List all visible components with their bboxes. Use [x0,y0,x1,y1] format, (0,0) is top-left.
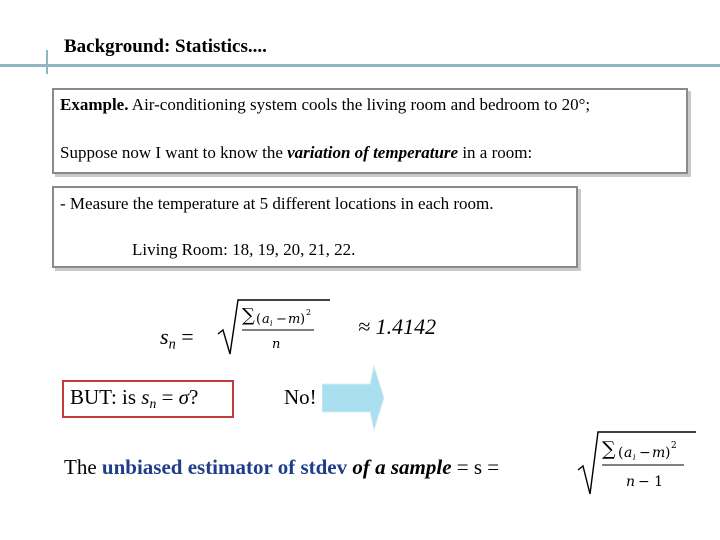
population-stdev-formula [214,296,332,358]
example-label: Example. [60,95,129,114]
svg-text:a: a [262,312,270,327]
svg-text:−: − [639,445,651,461]
svg-text:i: i [633,453,636,462]
variation-emphasis: variation of temperature [287,143,459,162]
example-line-2-post: in a room: [458,143,533,162]
svg-text:n: n [272,337,281,352]
title-rule [0,64,720,67]
measurement-line: - Measure the temperature at 5 different locations in each room. [60,194,494,213]
right-arrow-icon [322,362,384,434]
living-room-data: Living Room: 18, 19, 20, 21, 22. [132,240,356,259]
svg-text:n: n [626,474,636,490]
sample-stdev-formula [574,428,698,498]
svg-text:a: a [624,445,633,461]
svg-text:m: m [288,312,301,327]
svg-text:− 1: − 1 [638,474,664,490]
svg-text:i: i [270,319,273,328]
example-line-2-pre: Suppose now I want to know the [60,143,288,162]
svg-text:∑: ∑ [242,305,255,326]
approx-value: ≈ 1.4142 [358,314,437,339]
sn-label: $s_n$ = [160,324,194,353]
svg-text:∑: ∑ [602,438,616,460]
svg-text:): ) [665,445,671,461]
example-text: Air-conditioning system cools the living room and bedroom to 20°; [128,95,591,114]
svg-text:): ) [300,312,306,327]
svg-text:(: ( [618,445,624,461]
svg-text:2: 2 [306,308,312,317]
unbiased-estimator-term: unbiased estimator of stdev [101,455,348,479]
svg-text:−: − [276,312,287,327]
svg-text:m: m [652,445,666,461]
slide-title: Background: Statistics.... [64,36,267,57]
sigma-symbol: σ [178,385,190,409]
svg-text:2: 2 [671,441,677,451]
title-rule-tick [46,50,48,74]
example-line-2 [60,143,532,163]
answer-no: No! [284,385,317,409]
example-line-1 [60,95,590,115]
question-text: BUT: is $s_n = \sigma$? [70,385,199,412]
svg-text:(: ( [256,312,262,327]
conclusion-text: The unbiased estimator of stdev of a sample = s = [64,455,500,479]
